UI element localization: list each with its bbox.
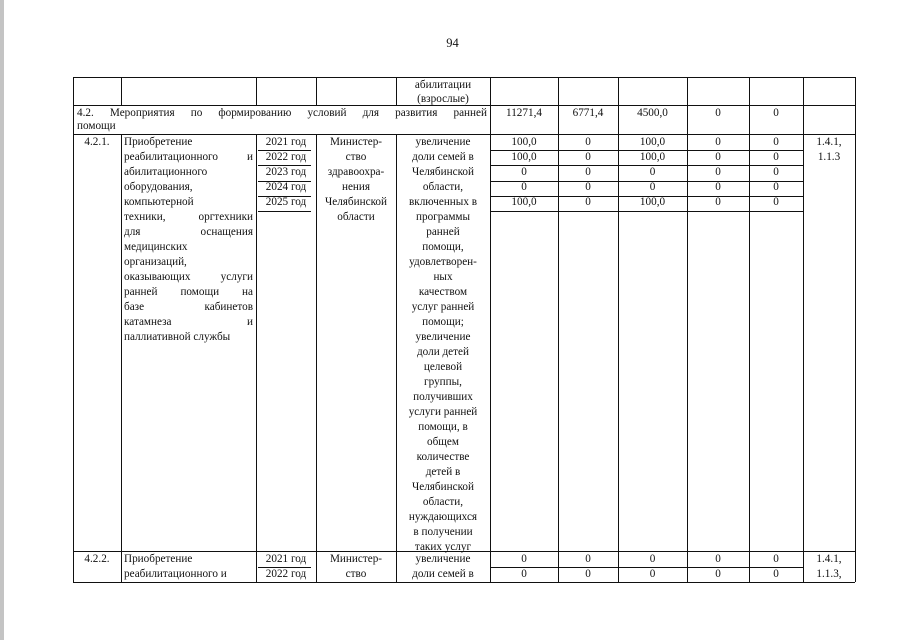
value-cell: 0 (715, 151, 721, 163)
value-cell: 100,0 (639, 136, 666, 148)
result-line: Челябинской (411, 481, 475, 493)
value-cell: 100,0 (511, 196, 537, 208)
value-cell: 0 (715, 136, 721, 148)
result-line: помощи, (422, 241, 464, 253)
value-cell: 0 (773, 196, 779, 208)
table-hline (73, 582, 855, 583)
section-value-v1: 6771,4 (572, 107, 604, 119)
value-cell: 0 (521, 166, 527, 178)
section-value-v3: 0 (715, 107, 721, 119)
measure-name-line: абилитационного (124, 166, 208, 178)
executor-line: нения (341, 181, 371, 193)
result-line: доли семей в (412, 151, 474, 163)
value-cell: 0 (585, 181, 591, 193)
row-number: 4.2.2. (84, 553, 110, 565)
value-cell: 0 (773, 553, 779, 565)
table-left-border (73, 77, 74, 582)
year-label: 2021 год (265, 136, 307, 148)
result-line: увеличение (415, 136, 471, 148)
table-vline (121, 134, 122, 582)
measure-name-line: техники, оргтехники (124, 211, 253, 223)
result-continuation-line: (взрослые) (417, 93, 469, 105)
value-cell: 0 (715, 166, 721, 178)
value-cell: 0 (715, 553, 721, 565)
value-cell: 0 (649, 181, 656, 193)
measure-name-line: базе кабинетов (124, 301, 253, 313)
result-line: программы (416, 211, 470, 223)
measure-name-line: ранней помощи на (124, 286, 253, 298)
result-line: общем (427, 436, 459, 448)
value-cell: 0 (715, 196, 721, 208)
value-cell: 0 (773, 151, 779, 163)
measure-name-line: для оснащения (124, 226, 253, 238)
section-title-line: 4.2. Мероприятия по формированию условий для развития ранней (77, 107, 487, 119)
result-line: включенных в (409, 196, 477, 208)
result-line: услуги ранней (408, 406, 478, 418)
result-line: качеством (418, 286, 468, 298)
section-value-v2: 4500,0 (637, 107, 668, 119)
value-cell: 0 (521, 553, 527, 565)
value-cell: 0 (585, 196, 591, 208)
measure-name-line: реабилитационного и (124, 151, 253, 163)
page-left-border (0, 0, 4, 640)
value-cell: 0 (773, 166, 779, 178)
measure-name-line: Приобретение (124, 553, 193, 565)
result-line: области, (422, 181, 464, 193)
result-line: количестве (416, 451, 470, 463)
value-cell: 0 (773, 136, 779, 148)
table-right-border (855, 77, 856, 582)
result-line: услуг ранней (411, 301, 475, 313)
measure-name-line: реабилитационного и (124, 568, 227, 580)
result-line: в получении (413, 526, 473, 538)
row-number: 4.2.1. (84, 136, 110, 148)
result-line: доли семей в (412, 568, 474, 580)
measure-name-line: организаций, (124, 256, 187, 268)
executor-line: Челябинской (324, 196, 388, 208)
measure-name-line: катамнеза и (124, 316, 253, 328)
table-vline (121, 77, 122, 105)
executor-line: области (337, 211, 375, 223)
result-continuation-line: абилитации (414, 79, 472, 91)
value-cell: 100,0 (511, 136, 537, 148)
result-line: группы, (424, 376, 462, 388)
value-row-rule (490, 211, 803, 212)
year-row-rule (258, 211, 311, 212)
executor-line: здравоохра- (327, 166, 385, 178)
value-cell: 0 (585, 568, 591, 580)
value-cell: 0 (649, 553, 656, 565)
value-cell: 100,0 (639, 151, 666, 163)
executor-line: ство (345, 151, 367, 163)
result-line: увеличение (415, 331, 471, 343)
result-line: Челябинской (411, 166, 475, 178)
value-cell: 0 (715, 181, 721, 193)
result-line: помощи, в (418, 421, 468, 433)
value-cell: 0 (585, 136, 591, 148)
value-cell: 0 (585, 553, 591, 565)
table-vline (256, 77, 257, 105)
result-line: увеличение (415, 553, 471, 565)
value-cell: 100,0 (639, 196, 666, 208)
year-label: 2023 год (265, 166, 307, 178)
table-vline (316, 77, 317, 105)
section-title-line: помощи (77, 120, 116, 132)
indicator-ref: 1.1.3 (817, 151, 841, 163)
result-line: удовлетворен- (409, 256, 477, 268)
result-line: доли детей (416, 346, 469, 358)
result-line: нуждающихся (408, 511, 478, 523)
year-label: 2022 год (265, 568, 307, 580)
executor-line: Министер- (329, 136, 383, 148)
executor-line: Министер- (329, 553, 383, 565)
value-cell: 0 (521, 568, 527, 580)
result-line: помощи; (422, 316, 464, 328)
page-number: 94 (446, 36, 459, 50)
year-label: 2025 год (265, 196, 307, 208)
result-line: получивших (413, 391, 473, 403)
value-cell: 0 (773, 181, 779, 193)
result-line: целевой (423, 361, 463, 373)
section-value-total: 11271,4 (506, 107, 542, 119)
indicator-ref: 1.1.3, (816, 568, 842, 580)
result-line: таких услуг (414, 541, 472, 553)
result-line: ранней (426, 226, 460, 238)
year-label: 2024 год (265, 181, 307, 193)
section-value-v4: 0 (773, 107, 779, 119)
value-cell: 0 (521, 181, 527, 193)
measure-name-line: медицинских (124, 241, 188, 253)
value-cell: 0 (773, 568, 779, 580)
indicator-ref: 1.4.1, (816, 553, 842, 565)
measure-name-line: Приобретение (124, 136, 193, 148)
executor-line: ство (345, 568, 367, 580)
measure-name-line: оборудования, (124, 181, 193, 193)
result-line: детей в (425, 466, 461, 478)
indicator-ref: 1.4.1, (816, 136, 842, 148)
value-cell: 0 (649, 568, 656, 580)
value-cell: 0 (649, 166, 656, 178)
result-line: области, (422, 496, 464, 508)
value-cell: 0 (585, 151, 591, 163)
year-label: 2022 год (265, 151, 307, 163)
value-cell: 0 (715, 568, 721, 580)
measure-name-line: оказывающих услуги (124, 271, 253, 283)
measure-name-line: компьютерной (124, 196, 194, 208)
result-line: ных (433, 271, 453, 283)
measure-name-line: паллиативной службы (124, 331, 231, 343)
year-label: 2021 год (265, 553, 307, 565)
value-cell: 0 (585, 166, 591, 178)
value-cell: 100,0 (511, 151, 537, 163)
